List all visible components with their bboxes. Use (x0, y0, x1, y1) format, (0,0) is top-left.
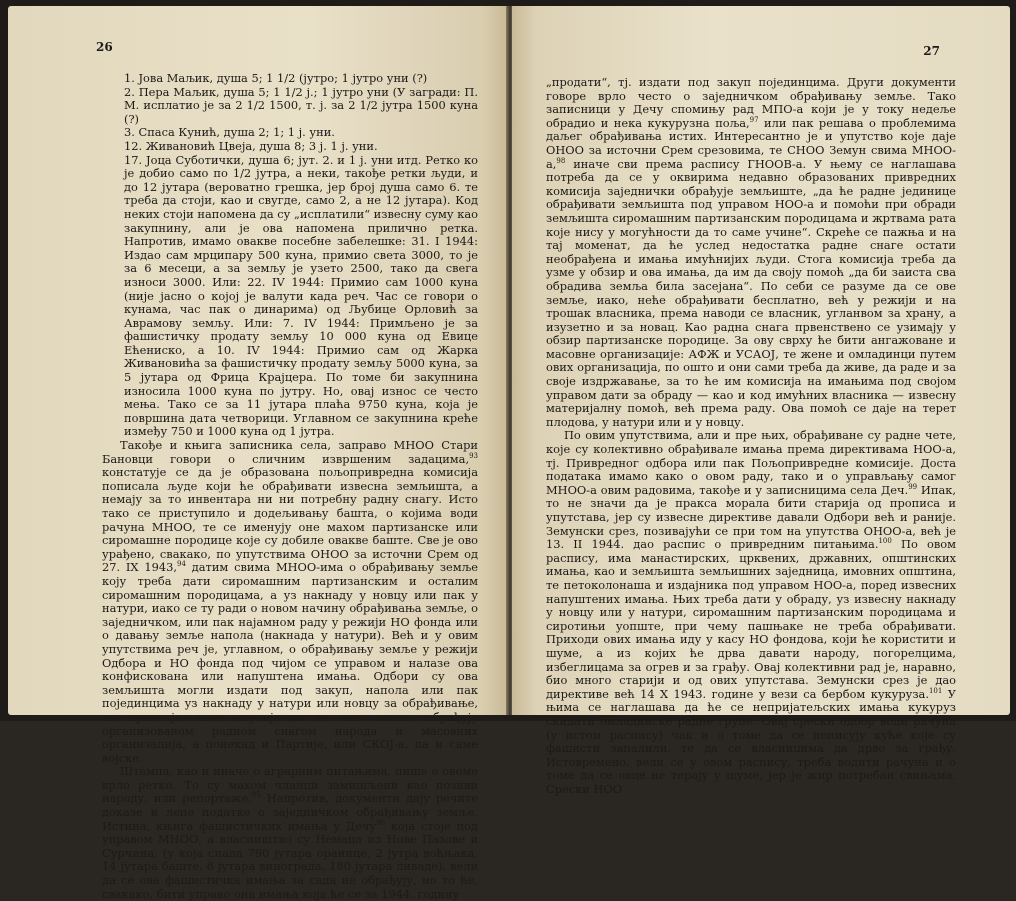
footnote-marker: 100 (878, 537, 892, 546)
right-page (512, 6, 1010, 796)
footnote-marker: 99 (908, 483, 918, 492)
list-item: 1. Јова Маљик, душа 5; 1 1/2 (јутро; 1 јутро уни (?) (124, 71, 428, 85)
left-page-text (102, 72, 478, 901)
paragraph: „продати“, тј. издати под закуп појединцима. Други документи говоре врло често о заједничком обрађивању земље. Тако записници у Дечу спомињу рад МПО-а који је у току недеље обрадио и нека кукурузна поља,$^{97}$ или пак решава о проблемима даљег обрађивања истих. Интересантно је и упутство које даје ОНОО за источни Срем срезовима, те СНОО Земун свима МНОО-а,$^{98}$ иначе сви према распису ГНООВ-а. У њему се наглашава потреба да се у оквирима недавно образованих привредних комисија заједнички обрађује земљиште, „да ће радне јединице обрађивати земљишта под управом НОО-а и помоћи при обради земљишта сиромашним партизанским породицама и жртвама рата које нису у могућности да то саме учине“. Скреће се пажња и на тај моменат, да ће услед недостатка радне снаге остати необрађена и имања имућнијих људи. Стога комисија треба да узме у обзир и ова имања, да им да своју помоћ „да би заиста сва обрадива земља била засејана“. По себи се разуме да се ове земље, иако, неће обрађивати бесплатно, већ у режији и на трошак власника, према наводи се власник, угланвом за храну, а изузетно и за новац. Као радна снага првенствено се узимају у обзир партизанске породице. За ову сврху ће бити ангажоване и масовне организације: АФЖ и УСАОЈ, те жене и омладинци путем ових организација, по ошто и они сами треба да живе, да раде и за своје издржавање, за то ће им комисија на имањима под својом управом дати за обраду — као и код имућних власника — извесну материјалну помоћ, већ према раду. Ова помоћ се даје на терет плодова, у натури или и у новцу. (546, 75, 957, 429)
list-item: 3. Спаса Кунић, душа 2; 1; 1 ј. уни. (124, 125, 335, 140)
left-page (8, 6, 508, 901)
page-number-left: 26 (96, 40, 113, 54)
list-item: 2. Пера Маљик, душа 5; 1 1/2 ј.; 1 јутро уни (У загради: П. М. исплатио је за 2 1/2 1500, т. ј. за 2 1/2 јутра 1500 куна (?) (124, 84, 478, 126)
footnote-marker: 98 (556, 156, 566, 165)
page-number-right: 27 (923, 44, 940, 58)
footnote-marker: 94 (176, 560, 186, 569)
footnote-marker: 96 (376, 818, 386, 827)
right-page-text (546, 76, 956, 796)
paragraph: Штампа, као и иначе о аграрним питањима, пише о овоме врло ретко. То су махом чланци замишљени као позиви народу, или репортаже.$^{95}$ Напротив, документи дају речите доказе и лепе податке о заједничком обрађивању земље. Истина, књига фашистичких имања у Дечу$^{96}$ која стоје под управом МНОО, а власништво су Немаца из Нове Пазове и Сурчина, (у која спада 790 јутара оранице, 2 јутра воћњака, 14 јутара баште, 8 јутара винограда, 180 јутара ливаде), вели да се ова фашистичка имања за сада не обрађују, но то ће, свакако, бити управо она имања која ће се за 1944. годину (102, 764, 478, 901)
footnote-marker: 97 (749, 115, 759, 124)
paragraph: По овим упутствима, али и пре њих, обрађиване су радне чете, које су колективно обрађивале имања према директивама НОО-а, тј. Привредног одбора или пак Пољопривредне комисије. Доста података имамо како о овом раду, тако и о управљању самог МНОО-а овим радовима, такође и у записницима села Деч.$^{99}$ Ипак, то не значи да је пракса морала бити старија од прописа и упутстава, јер су извесне директиве давали Одбори већ и раније. Земунски срез, позивајући се при том на упутства ОНОО-а, већ је 13. II 1944. дао распис о привредним питањима.$^{100}$ По овом распису, има манастирских, црквених, државних, општинских имања, као и земљишта земљишних заједница, имовних општина, те петоколонаша и издајника под управом НОО-а, поред извесних напуштених имања. Њих треба дати у обраду, уз извесну накнаду у новцу или у натури, сиромашним партизанским породицама и сиротињи уопште, при чему пашњаке не треба обрађивати. Приходи ових имања иду у касу НО фондова, који ће користити и шуме, а из којих ће дрва давати народу, погорелцима, избеглицама за огрев и за грађу. Овај колективни рад је, наравно, био много старији и од ових упутстава. Земунски срез је дао директиве већ 14 X 1943. године у вези са бербом кукуруза.$^{101}$ У њима се наглашава да ће се непријатељских имања кукуруз скидати омладинске радне групе. Овај срески одбор води рачуна (у истом распису) чак и о томе да се пописују куће које су фашисти запалили, те да се власницима да дрво за грађу. Истовремено, вели се у овом распису, треба водити рачуна и о томе да се овце не терају у шуме, јер је жир потребан свињама. Срески НОО (546, 428, 956, 796)
list-item: 17. Јоца Суботички, душа 6; јут. 2. и 1 ј. уни итд. Ретко ко је добио само по 1/2 јутра, а неки, такође ретки људи, и до 12 јутара (вероватно грешка, јер број душа само 6. те треба да стоји, као и свугде, само 2, а не 12 јутара). Код неких стоји напомена да су „исплатили“ извесну суму као закупнину, али је ова напомена прилично ретка. Напротив, имамо овакве посебне забелешке: 31. I 1944: Издао сам мрципару 500 куна, примио света 3000, то је за 6 месеци, а за земљу је узето 2500, тако да свега износи 3000. Или: 22. IV 1944: Примио сам 1000 куна (није јасно о којој је валути када реч. Час се говори о кунама, час пак о динарима) од Љубице Орловић за Аврамову земљу. Или: 7. IV 1944: Примљено је за фашистичку продату земљу 10 000 куна од Евице Ећениско, а 10. IV 1944: Примио сам од Жарка Живановића за фашистичку продату земљу 5000 куна, за 5 јутара од Фрица Крајцера. По томе би закупнина износила 1000 куна по јутру. Но, овај износ се често мења. Тако се за 11 јутара плаћа 9750 куна, која је површина дата четворици. Углавном се закупнина креће између 750 и 1000 куна од 1 јутра. (124, 152, 478, 439)
footnote-marker: 95 (251, 791, 261, 800)
list-item: 12. Живановић Цвеја, душа 8; 3 ј. 1 ј. уни. (124, 138, 378, 153)
paragraph: Такође и књига записника села, заправо МНОО Стари Бановци говори о сличним извршеним задацима,$^{93}$ констатује се да је образована пољопривредна комисија пописала људе који ће обрађивати извесна земљишта, а немају за то инвентара ни ни потребну радну снагу. Исто тако се приступило и додељивању башта, о којима води рачуна МНОО, те се именују оне махом партизанске или сиромашне породице које су добиле овакве баште. Све је ово урађено, свакако, по упутствима ОНОО за источни Срем од 27. IX 1943,94 датим свима МНОО-има о обрађивању земље коју треба дати сиромашним партизанским и осталим сиромашним породицама, а уз накнаду у новцу или пак у натури, иако се ту ради о новом начину обрађивања земље, о заједничком, или пак најамном раду у режији НО фонда или о давању земље напола (накнада у натури). Већ и у овим упутствима реч је, углавном, о обрађивању земље у режији Одбора и НО фонда под чијом се управом и налазе ова конфискована или напуштена имања. Одбори су ова земљишта могли издати под закуп, напола или пак појединцима уз накнаду у натури или новцу за обрађивање, но врло је чест случај да се ове земље обрађују организованом радном снагом народа и масовних организација, а понекад и Партије, или СКОЈ-а, па и саме војске. (102, 438, 478, 765)
footnote-marker: 93 (469, 451, 478, 460)
footnote-marker: 101 (928, 686, 943, 695)
